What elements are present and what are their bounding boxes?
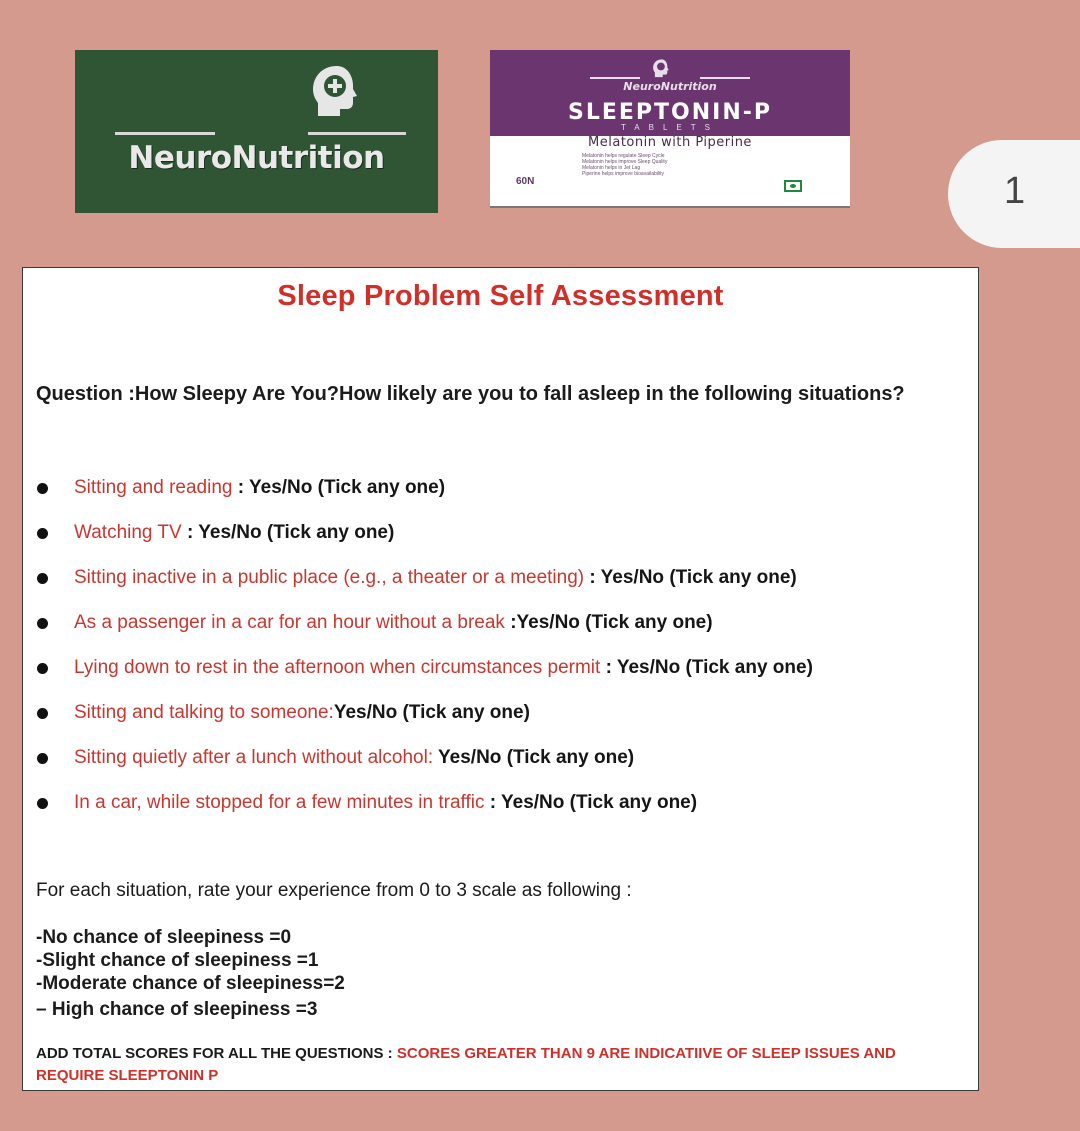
product-rule-left (590, 77, 640, 79)
situation-answer: Yes/No (Tick any one) (333, 702, 530, 723)
rating-instruction: For each situation, rate your experience from 0 to 3 scale as following : (36, 880, 632, 901)
situation-separator: : (584, 567, 601, 588)
product-bullet: Melatonin helps in Jet Lag (582, 165, 641, 171)
situation-answer: Yes/No (Tick any one) (616, 657, 813, 678)
logo-brand-name: NeuroNutrition (128, 140, 385, 176)
rating-scale (36, 926, 345, 1021)
product-bottom-rule (490, 206, 850, 208)
situation-separator: : (504, 612, 517, 633)
situation-text: Sitting inactive in a public place (e.g., a theater or a meeting) (74, 567, 585, 588)
assessment-title: Sleep Problem Self Assessment (277, 280, 724, 312)
scale-item: -Moderate chance of sleepiness=2 (36, 973, 345, 994)
situation-item (23, 474, 973, 519)
situation-item (23, 744, 973, 789)
scale-item: -No chance of sleepiness =0 (36, 927, 292, 948)
bullet-icon (37, 663, 48, 674)
situation-text: Sitting and talking to someone: (74, 702, 334, 723)
situation-answer: Yes/No (Tick any one) (198, 522, 395, 543)
product-rule-right (700, 77, 750, 79)
veg-mark-icon (784, 180, 802, 192)
product-subtitle: Melatonin with Piperine (588, 135, 752, 150)
product-bullet: Melatonin helps improve Sleep Quality (582, 159, 668, 165)
scoring-note (36, 1043, 966, 1087)
situation-item (23, 699, 973, 744)
bullet-icon (37, 753, 48, 764)
situation-text: Sitting and reading (74, 477, 238, 498)
situation-item (23, 789, 973, 834)
bullet-icon (37, 798, 48, 809)
head-plus-icon (651, 58, 673, 80)
situation-text: As a passenger in a car for an hour without a break (74, 612, 505, 633)
scale-item: -Slight chance of sleepiness =1 (36, 950, 319, 971)
scoring-note-label: ADD TOTAL SCORES FOR ALL THE QUESTIONS : (36, 1045, 397, 1062)
assessment-card (22, 267, 979, 1091)
head-plus-icon (307, 62, 369, 124)
situation-separator: : (181, 522, 199, 543)
situation-answer: Yes/No (Tick any one) (600, 567, 797, 588)
bullet-icon (37, 573, 48, 584)
product-brand: NeuroNutrition (623, 80, 717, 93)
logo-rule-right (308, 132, 406, 135)
situation-answer: Yes/No (Tick any one) (249, 477, 446, 498)
product-bullets (582, 153, 782, 177)
situation-list (23, 474, 973, 834)
situation-item (23, 564, 973, 609)
assessment-question: Question :How Sleepy Are You?How likely are you to fall asleep in the following situations? (36, 383, 905, 405)
situation-text: Lying down to rest in the afternoon when circumstances permit (74, 657, 601, 678)
bullet-icon (37, 618, 48, 629)
scale-item: – High chance of sleepiness =3 (36, 999, 318, 1020)
situation-text: In a car, while stopped for a few minutes in traffic (74, 792, 485, 813)
logo-rule-left (115, 132, 215, 135)
product-name: SLEEPTONIN-P (567, 100, 773, 125)
situation-item (23, 609, 973, 654)
bullet-icon (37, 708, 48, 719)
product-count: 60N (516, 176, 535, 187)
product-bullet: Melatonin helps regulate Sleep Cycle (582, 153, 665, 159)
situation-item (23, 654, 973, 699)
bullet-icon (37, 483, 48, 494)
situation-answer: Yes/No (Tick any one) (438, 747, 635, 768)
page-number-tab (948, 140, 1080, 248)
product-package-image (490, 50, 850, 208)
situation-text: Watching TV (74, 522, 182, 543)
product-bullet: Piperine helps improve bioavailability (582, 171, 664, 177)
page-number: 1 (1004, 170, 1026, 212)
neuronutrition-logo (75, 50, 438, 213)
situation-item (23, 519, 973, 564)
scoring-note-value: SCORES GREATER THAN 9 ARE INDICATIIVE OF SLEEP ISSUES AND REQUIRE SLEEPTONIN P (36, 1045, 896, 1084)
situation-text: Sitting quietly after a lunch without alcohol: (74, 747, 434, 768)
bullet-icon (37, 528, 48, 539)
situation-separator: : (237, 477, 249, 498)
situation-answer: Yes/No (Tick any one) (516, 612, 713, 633)
situation-separator: : (484, 792, 502, 813)
product-form: TABLETS (621, 123, 719, 132)
situation-answer: Yes/No (Tick any one) (501, 792, 698, 813)
situation-separator: : (600, 657, 617, 678)
